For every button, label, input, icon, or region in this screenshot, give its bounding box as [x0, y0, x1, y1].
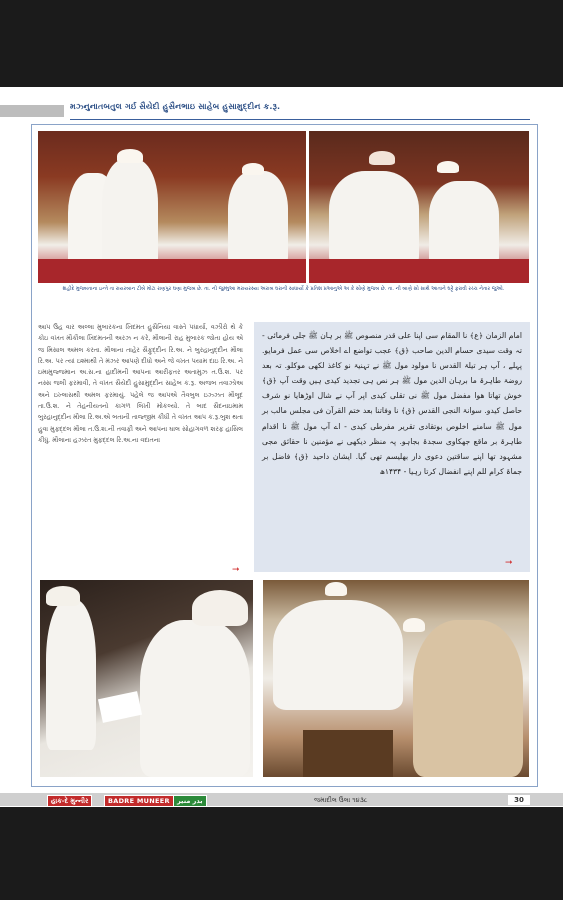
header-rule — [70, 119, 530, 120]
photo-top-left — [38, 131, 306, 283]
header-gray-tab — [0, 105, 64, 117]
photo-bottom-left — [40, 580, 253, 777]
header-bar — [0, 102, 563, 117]
urdu-text: امام الزمان ﴿ع﴾ نا المقام سی اپنا علی قدر منصوص ﷺ بر ہان ﷺ جلی فرمائی - تہ وقت سیدی حسام الدین صاحب ﴿ق﴾ عجب تواضع اے اخلاص سی عمل فرمایو. پہلے ، آپ ہر تیلۃ القدس نا مولود مول ﷺ نے تہنیۃ نو کاغذ لکھی موکلو. تہ بعد روضۃ طاہرۃ ما برہان الدین مول ﷺ ہر نص ہی تجدید کیدی ہیں وقت آپ ﴿ق﴾ خوش تھاتا ھوا مفضل مول ﷺ نی تقلی کیدی اپر آپ نے شال اوڑھایا نو شرف حاصل کیدو. سوانۃ النجی القدس ﴿ق﴾ نا وفاتنا بعد ختم القرآن فی مجلس مالب بر مول ﷺ سامنے اخلوص بوتقادی تقریر مفرطی کیدی - اے آپ مول ﷺ نا اقدام طاہرۃ بر ماقع جھکاوی سجدۃ بجاہو. پہ منظر دیکھی نے مؤمنین نا حقائق مجی مشہود تھا اپنے ساقتین دعوی دار بھلیسم تھی گیا. ایشان داحید ﴿ق﴾ فاضل بر جماۃ کرام للم اپنے انفضال کرتا رہیا - ۱۴۳۴ھ — [262, 331, 522, 476]
footer-logo-gujarati: હાક-દે મુન્નીર — [47, 795, 92, 807]
photo-top-right — [309, 131, 529, 283]
footer-logo-urdu: بدر منیر — [173, 795, 207, 807]
urdu-text-box — [254, 322, 530, 572]
page-number: 30 — [508, 795, 530, 805]
continue-arrow-right: ➞ — [505, 558, 513, 568]
left-text-column: આપ ઉહ વાર અલ્લા મુબારકના ખિદમત હુસૈનિયા વાસ્તે પધાર્યા, વઝીરો થે કે કોઇ વખત મૌકૌલા ખિદમતની અરઝ ન કરે, મૌલાની રાહ મુબારક જોતા હોય એ જ મિસાલ અમલ કરતા. મૌલાના તાહેર સૈફુદ્દીન રિ.અ. ને બુરહાનુદ્દીન મૌલા રિ.અ. પર ત્યાં ઇશ્માથી તે મંઝર આપણે દીધો અને જે વખત પયામ દાઇ રિ.અ. ને ઇમામુજ્જમાન અ.સ.ના હાદીમની આપના આરીફતર અતામુઝ ત.ઉ.શ. પર નસ્સ જલી ફરમાવી, તે વખત સૈયેદી હુસામુદ્દીન સાહેબ ક.રૂ. અજબ તવાઝોઅ અને ઇખ્લાસથી અમલ ફરમાયું. પહેલે જ આપએ તૈવબુલ ઇઝ્ઝત મૌલૂદ તા.ઉ.શ. ને તેહનીયતનો કાગળ લિખી મોકલ્યો. તે બાદ સૈદનાઇમામ બુરહાનુદ્દીન મૌલા રિ.અ.એ બતાની તાજ્જીમ કીધી તે વખત આપ ક.રૂ.બુશ થતા હુવા મુફદ્દલ મૌલા ત.ઉ.શ.ની તવાફી અને આપના ઘાલ સોહાગવળ શરફ હાસિલ કીધું. મૌલાના હઝરત મુફદ્દલ રિ.અ.ના વદાતના — [38, 323, 243, 444]
photo-bottom-right — [263, 580, 529, 777]
footer-logo-badre-muneer: BADRE MUNEER — [104, 795, 174, 807]
footer-date: જમાદીલ ઉલા ૧૪૩૮ — [314, 796, 368, 804]
page-header-title: મઝ્નુનાતબતુલ ગર્ઇ સૈયેદી હુસૈનભાઇ સાહેબ હુસામુદ્દીન ક.રૂ. — [70, 102, 281, 111]
continue-arrow-left: ➞ — [232, 565, 240, 575]
page-footer — [0, 793, 563, 806]
magazine-page — [0, 87, 563, 807]
photo-caption: શહીદે મુજ્બતાના ઇન્તે તા રાયરબાન ટીબે મોટા રાણપુર ઘણા મુજબ છે. તા. ની જુમ્મુઆ મરાયરસ્યા અરાબ ઘરાની સાધાર્યો કે પ્રતિશ પ્રઆનુએ અ કે સોણે મુજબ છે. તા. ની બાણે સો સાથે આતાને ઘટ્ટે ફરાવી રચ્ચ નેતાર જુઓ. — [62, 286, 505, 292]
